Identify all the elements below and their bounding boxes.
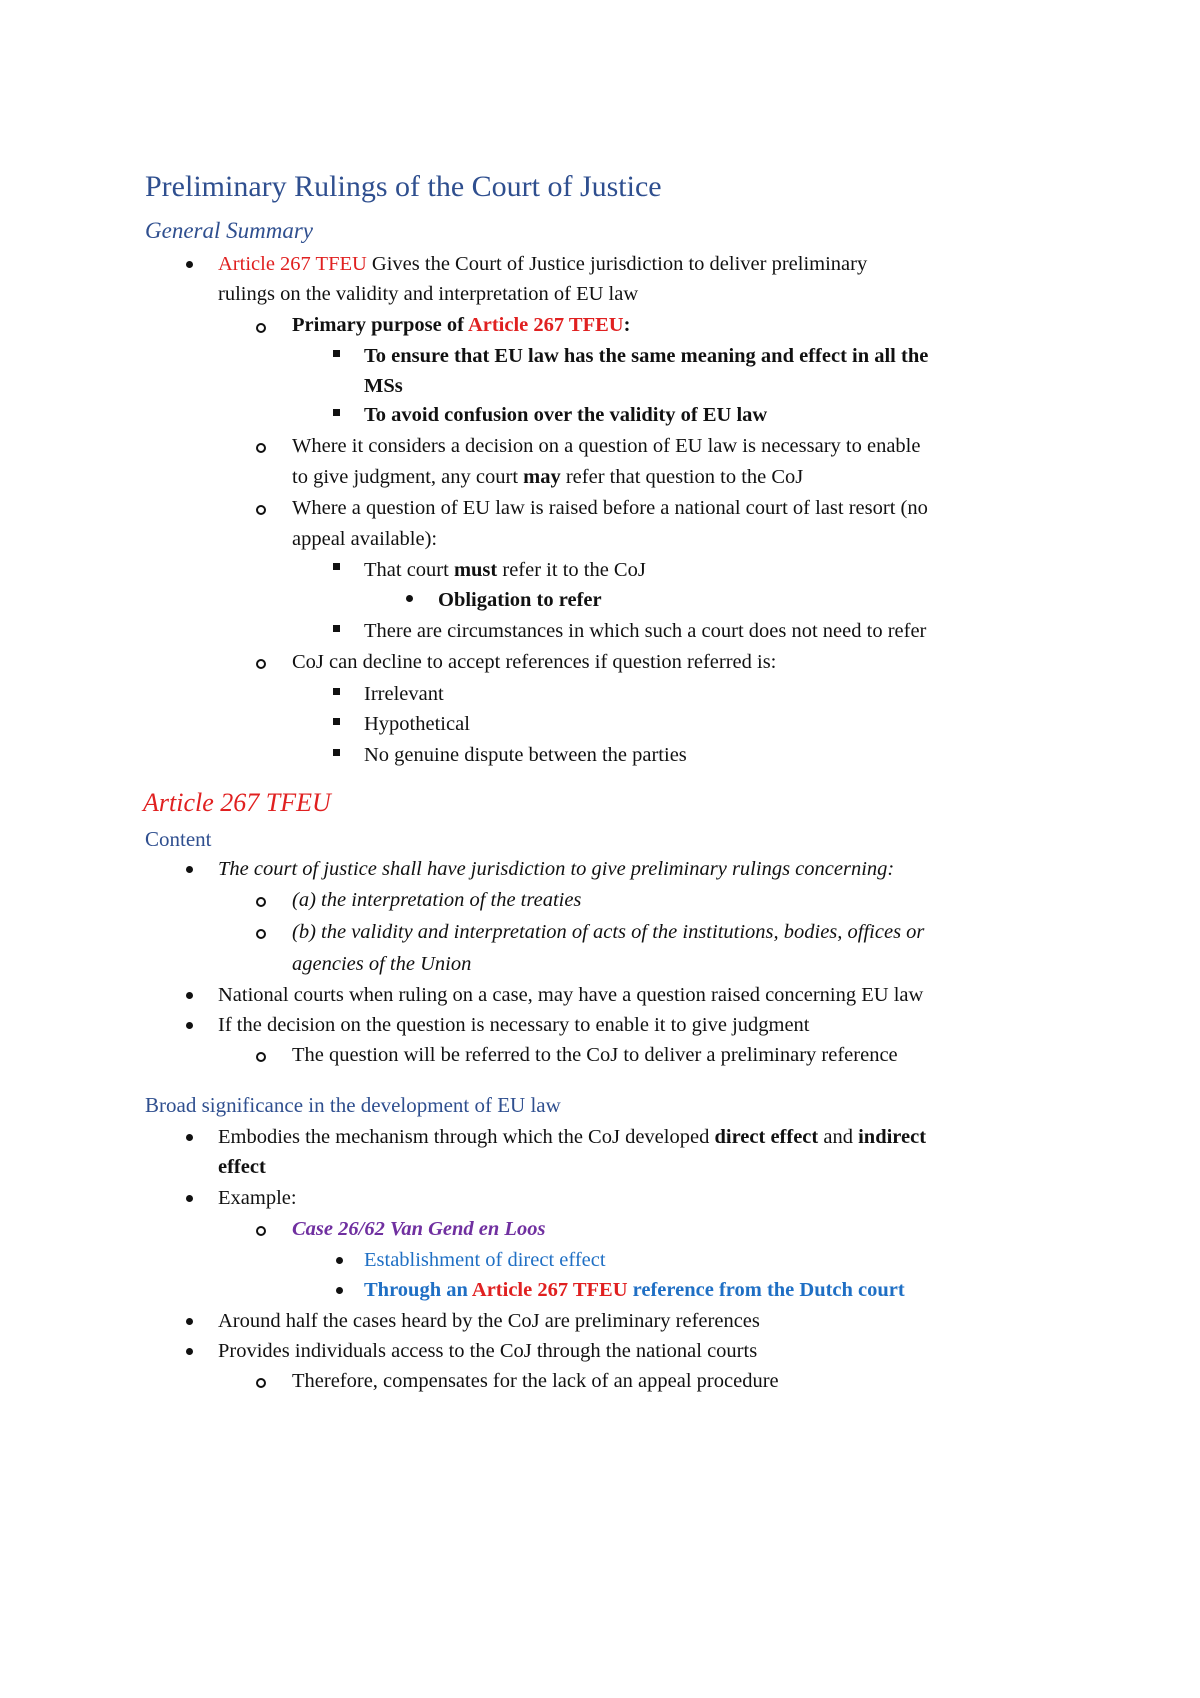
bullet-dot-icon	[186, 866, 193, 873]
list-item-obligation: Obligation to refer	[438, 589, 602, 611]
list-item-no-dispute: No genuine dispute between the parties	[364, 744, 687, 766]
bullet-circle-icon	[256, 505, 266, 515]
bullet-circle-icon	[256, 659, 266, 669]
section-heading-general-summary: General Summary	[145, 218, 313, 243]
bullet-dot-icon	[186, 992, 193, 999]
list-item-embodies: Embodies the mechanism through which the CoJ developed direct effect and indirect	[218, 1126, 927, 1148]
bullet-dot-icon	[406, 595, 413, 602]
list-item-last-resort: Where a question of EU law is raised before a national court of last resort (no	[292, 497, 928, 519]
bullet-dot-icon	[186, 1318, 193, 1325]
list-item-irrelevant: Irrelevant	[364, 683, 444, 705]
list-item-primary-purpose: Primary purpose of Article 267 TFEU:	[292, 314, 631, 336]
list-item-text: MSs	[364, 375, 403, 397]
list-item-decline: CoJ can decline to accept references if question referred is:	[292, 651, 777, 673]
bullet-dot-icon	[186, 1348, 193, 1355]
list-item-establishment: Establishment of direct effect	[364, 1249, 606, 1271]
list-item-purpose-1: To ensure that EU law has the same meaning and effect in all the	[364, 345, 929, 367]
bullet-dot-icon	[186, 1195, 193, 1202]
page-title: Preliminary Rulings of the Court of Justice	[145, 170, 662, 203]
bullet-circle-icon	[256, 1226, 266, 1236]
bullet-square-icon	[333, 350, 340, 357]
list-item-national-courts: National courts when ruling on a case, may have a question raised concerning EU law	[218, 984, 924, 1006]
list-item-circumstances: There are circumstances in which such a court does not need to refer	[364, 620, 927, 642]
bullet-circle-icon	[256, 1052, 266, 1062]
article-reference: Article 267 TFEU	[471, 1279, 628, 1301]
article-reference: Article 267 TFEU	[467, 314, 624, 336]
bullet-dot-icon	[186, 261, 193, 268]
article-reference: Article 267 TFEU	[218, 253, 367, 275]
bullet-square-icon	[333, 749, 340, 756]
list-item-text: agencies of the Union	[292, 953, 472, 975]
bullet-square-icon	[333, 718, 340, 725]
bullet-dot-icon	[186, 1134, 193, 1141]
bullet-circle-icon	[256, 323, 266, 333]
bullet-dot-icon	[186, 1022, 193, 1029]
list-item-purpose-2: To avoid confusion over the validity of EU law	[364, 404, 768, 426]
bullet-circle-icon	[256, 443, 266, 453]
list-item-through-reference: Through an Article 267 TFEU reference from the Dutch court	[364, 1279, 905, 1301]
bullet-square-icon	[333, 625, 340, 632]
list-item-text: effect	[218, 1156, 266, 1178]
bullet-dot-icon	[336, 1287, 343, 1294]
bullet-circle-icon	[256, 897, 266, 907]
list-item-access: Provides individuals access to the CoJ through the national courts	[218, 1340, 758, 1362]
list-item-half-cases: Around half the cases heard by the CoJ are preliminary references	[218, 1310, 760, 1332]
bullet-square-icon	[333, 563, 340, 570]
list-item-text: to give judgment, any court may refer that question to the CoJ	[292, 466, 804, 488]
section-heading-article-267: Article 267 TFEU	[143, 788, 331, 817]
list-item-text: appeal available):	[292, 528, 438, 550]
bullet-circle-icon	[256, 1378, 266, 1388]
list-item-must-refer: That court must refer it to the CoJ	[364, 559, 646, 581]
bullet-circle-icon	[256, 929, 266, 939]
list-item-example: Example:	[218, 1187, 297, 1209]
list-item-compensates: Therefore, compensates for the lack of an appeal procedure	[292, 1370, 779, 1392]
list-item-if-decision: If the decision on the question is necessary to enable it to give judgment	[218, 1014, 810, 1036]
list-item-quote: The court of justice shall have jurisdiction to give preliminary rulings concerning:	[218, 858, 895, 880]
list-item-case-van-gend: Case 26/62 Van Gend en Loos	[292, 1218, 546, 1240]
bullet-square-icon	[333, 409, 340, 416]
list-item-quote-b: (b) the validity and interpretation of acts of the institutions, bodies, offices or	[292, 921, 925, 943]
list-item-court-may: Where it considers a decision on a question of EU law is necessary to enable	[292, 435, 921, 457]
bullet-square-icon	[333, 688, 340, 695]
list-item-referred: The question will be referred to the CoJ to deliver a preliminary reference	[292, 1044, 898, 1066]
list-item-text: rulings on the validity and interpretation of EU law	[218, 283, 639, 305]
list-item-article-intro: Article 267 TFEU Gives the Court of Justice jurisdiction to deliver preliminary	[218, 253, 868, 275]
bullet-dot-icon	[336, 1257, 343, 1264]
subheading-content: Content	[145, 827, 212, 851]
list-item-quote-a: (a) the interpretation of the treaties	[292, 889, 582, 911]
subheading-broad-significance: Broad significance in the development of EU law	[145, 1093, 561, 1117]
list-item-hypothetical: Hypothetical	[364, 713, 470, 735]
